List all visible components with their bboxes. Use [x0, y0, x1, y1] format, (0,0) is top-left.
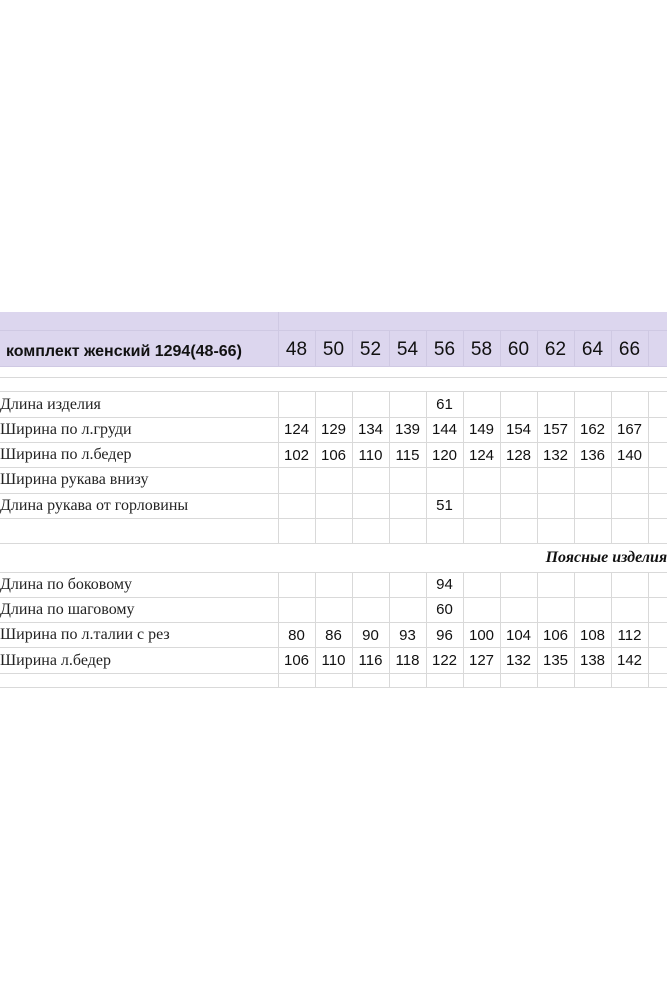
- value-cell: 124: [463, 443, 500, 468]
- row-label: Ширина по л.груди: [0, 417, 278, 442]
- table-row: [0, 468, 667, 493]
- row-label: Длина рукава от горловины: [0, 493, 278, 518]
- header-top-band: [0, 312, 667, 330]
- header-blank-cell: [648, 330, 667, 366]
- value-cell: 138: [574, 648, 611, 673]
- value-cell: [426, 468, 463, 493]
- value-cell: [611, 572, 648, 597]
- value-cell: [463, 597, 500, 622]
- value-cell: 90: [352, 623, 389, 648]
- value-cell: 100: [463, 623, 500, 648]
- size-table: [0, 312, 667, 688]
- blank-cell: [0, 673, 278, 687]
- blank-row: [0, 518, 667, 543]
- value-cell: 51: [426, 493, 463, 518]
- blank-cell: [463, 673, 500, 687]
- value-cell: 132: [537, 443, 574, 468]
- value-cell: [352, 572, 389, 597]
- blank-cell: [611, 673, 648, 687]
- value-cell: [463, 468, 500, 493]
- value-cell: [537, 597, 574, 622]
- value-cell: 122: [426, 648, 463, 673]
- blank-cell: [352, 518, 389, 543]
- gap-cell: [0, 378, 667, 392]
- gap-cell: [0, 367, 667, 378]
- value-cell: [352, 468, 389, 493]
- value-cell: [537, 493, 574, 518]
- blank-cell: [537, 673, 574, 687]
- value-cell: 162: [574, 417, 611, 442]
- value-cell: [500, 392, 537, 417]
- value-cell: 127: [463, 648, 500, 673]
- value-cell: 61: [426, 392, 463, 417]
- blank-cell: [537, 518, 574, 543]
- blank-cell: [648, 493, 667, 518]
- value-cell: [463, 493, 500, 518]
- value-cell: 110: [352, 443, 389, 468]
- value-cell: [500, 493, 537, 518]
- value-cell: [611, 468, 648, 493]
- blank-cell: [574, 673, 611, 687]
- value-cell: [537, 392, 574, 417]
- value-cell: 110: [315, 648, 352, 673]
- size-header: 56: [426, 330, 463, 366]
- row-label: Ширина л.бедер: [0, 648, 278, 673]
- value-cell: [389, 468, 426, 493]
- size-header: 60: [500, 330, 537, 366]
- table-title: комплект женский 1294(48-66): [0, 330, 278, 366]
- blank-cell: [500, 518, 537, 543]
- value-cell: 94: [426, 572, 463, 597]
- value-cell: 124: [278, 417, 315, 442]
- value-cell: [611, 597, 648, 622]
- value-cell: 120: [426, 443, 463, 468]
- value-cell: [315, 597, 352, 622]
- value-cell: 139: [389, 417, 426, 442]
- value-cell: [352, 597, 389, 622]
- value-cell: [500, 468, 537, 493]
- value-cell: [500, 597, 537, 622]
- value-cell: 167: [611, 417, 648, 442]
- blank-cell: [500, 673, 537, 687]
- value-cell: 115: [389, 443, 426, 468]
- blank-cell: [648, 673, 667, 687]
- value-cell: [352, 392, 389, 417]
- blank-cell: [648, 648, 667, 673]
- section-title: Поясные изделия: [0, 544, 667, 572]
- value-cell: 132: [500, 648, 537, 673]
- value-cell: 112: [611, 623, 648, 648]
- value-cell: [574, 392, 611, 417]
- value-cell: 157: [537, 417, 574, 442]
- value-cell: [315, 392, 352, 417]
- value-cell: [500, 572, 537, 597]
- section-row: [0, 544, 667, 572]
- value-cell: 96: [426, 623, 463, 648]
- row-label: Длина по боковому: [0, 572, 278, 597]
- blank-cell: [352, 673, 389, 687]
- table-row: [0, 443, 667, 468]
- blank-cell: [389, 518, 426, 543]
- value-cell: 129: [315, 417, 352, 442]
- size-header: 58: [463, 330, 500, 366]
- value-cell: [389, 493, 426, 518]
- value-cell: 118: [389, 648, 426, 673]
- blank-cell: [648, 443, 667, 468]
- value-cell: [574, 493, 611, 518]
- value-cell: [389, 597, 426, 622]
- value-cell: [278, 572, 315, 597]
- value-cell: 116: [352, 648, 389, 673]
- gap-row: [0, 378, 667, 392]
- table-row: [0, 572, 667, 597]
- value-cell: [352, 493, 389, 518]
- value-cell: 106: [315, 443, 352, 468]
- value-cell: [537, 572, 574, 597]
- header-top-cell: [278, 312, 667, 330]
- blank-cell: [648, 392, 667, 417]
- value-cell: [278, 468, 315, 493]
- value-cell: [574, 468, 611, 493]
- value-cell: 128: [500, 443, 537, 468]
- blank-cell: [278, 518, 315, 543]
- blank-cell: [648, 417, 667, 442]
- blank-cell: [574, 518, 611, 543]
- blank-cell: [315, 518, 352, 543]
- row-label: Ширина рукава внизу: [0, 468, 278, 493]
- table-row: [0, 392, 667, 417]
- row-label: Длина изделия: [0, 392, 278, 417]
- header-row: [0, 330, 667, 366]
- value-cell: 140: [611, 443, 648, 468]
- blank-row: [0, 673, 667, 687]
- size-header: 52: [352, 330, 389, 366]
- value-cell: [278, 493, 315, 518]
- value-cell: [278, 392, 315, 417]
- value-cell: 135: [537, 648, 574, 673]
- row-label: Ширина по л.талии с рез: [0, 623, 278, 648]
- value-cell: 134: [352, 417, 389, 442]
- value-cell: 106: [537, 623, 574, 648]
- value-cell: 93: [389, 623, 426, 648]
- blank-cell: [648, 597, 667, 622]
- blank-cell: [648, 623, 667, 648]
- blank-cell: [278, 673, 315, 687]
- value-cell: [278, 597, 315, 622]
- blank-cell: [648, 468, 667, 493]
- value-cell: [315, 493, 352, 518]
- value-cell: [611, 493, 648, 518]
- value-cell: [537, 468, 574, 493]
- value-cell: 80: [278, 623, 315, 648]
- value-cell: 102: [278, 443, 315, 468]
- value-cell: 142: [611, 648, 648, 673]
- gap-row: [0, 367, 667, 378]
- value-cell: 106: [278, 648, 315, 673]
- blank-cell: [611, 518, 648, 543]
- table-row: [0, 417, 667, 442]
- size-header: 54: [389, 330, 426, 366]
- blank-cell: [0, 518, 278, 543]
- row-label: Длина по шаговому: [0, 597, 278, 622]
- size-header: 62: [537, 330, 574, 366]
- value-cell: [574, 572, 611, 597]
- size-header: 64: [574, 330, 611, 366]
- value-cell: [611, 392, 648, 417]
- value-cell: [463, 392, 500, 417]
- size-header: 66: [611, 330, 648, 366]
- blank-cell: [426, 673, 463, 687]
- value-cell: [574, 597, 611, 622]
- size-header: 50: [315, 330, 352, 366]
- value-cell: 154: [500, 417, 537, 442]
- blank-cell: [463, 518, 500, 543]
- header-top-cell: [0, 312, 278, 330]
- value-cell: [315, 572, 352, 597]
- blank-cell: [648, 572, 667, 597]
- size-header: 48: [278, 330, 315, 366]
- value-cell: 144: [426, 417, 463, 442]
- row-label: Ширина по л.бедер: [0, 443, 278, 468]
- table-row: [0, 623, 667, 648]
- value-cell: [315, 468, 352, 493]
- blank-cell: [648, 518, 667, 543]
- value-cell: [389, 392, 426, 417]
- blank-cell: [426, 518, 463, 543]
- blank-cell: [315, 673, 352, 687]
- table-row: [0, 493, 667, 518]
- value-cell: 86: [315, 623, 352, 648]
- value-cell: 136: [574, 443, 611, 468]
- value-cell: 104: [500, 623, 537, 648]
- value-cell: 108: [574, 623, 611, 648]
- table-row: [0, 648, 667, 673]
- value-cell: 60: [426, 597, 463, 622]
- value-cell: [463, 572, 500, 597]
- value-cell: [389, 572, 426, 597]
- table-row: [0, 597, 667, 622]
- blank-cell: [389, 673, 426, 687]
- value-cell: 149: [463, 417, 500, 442]
